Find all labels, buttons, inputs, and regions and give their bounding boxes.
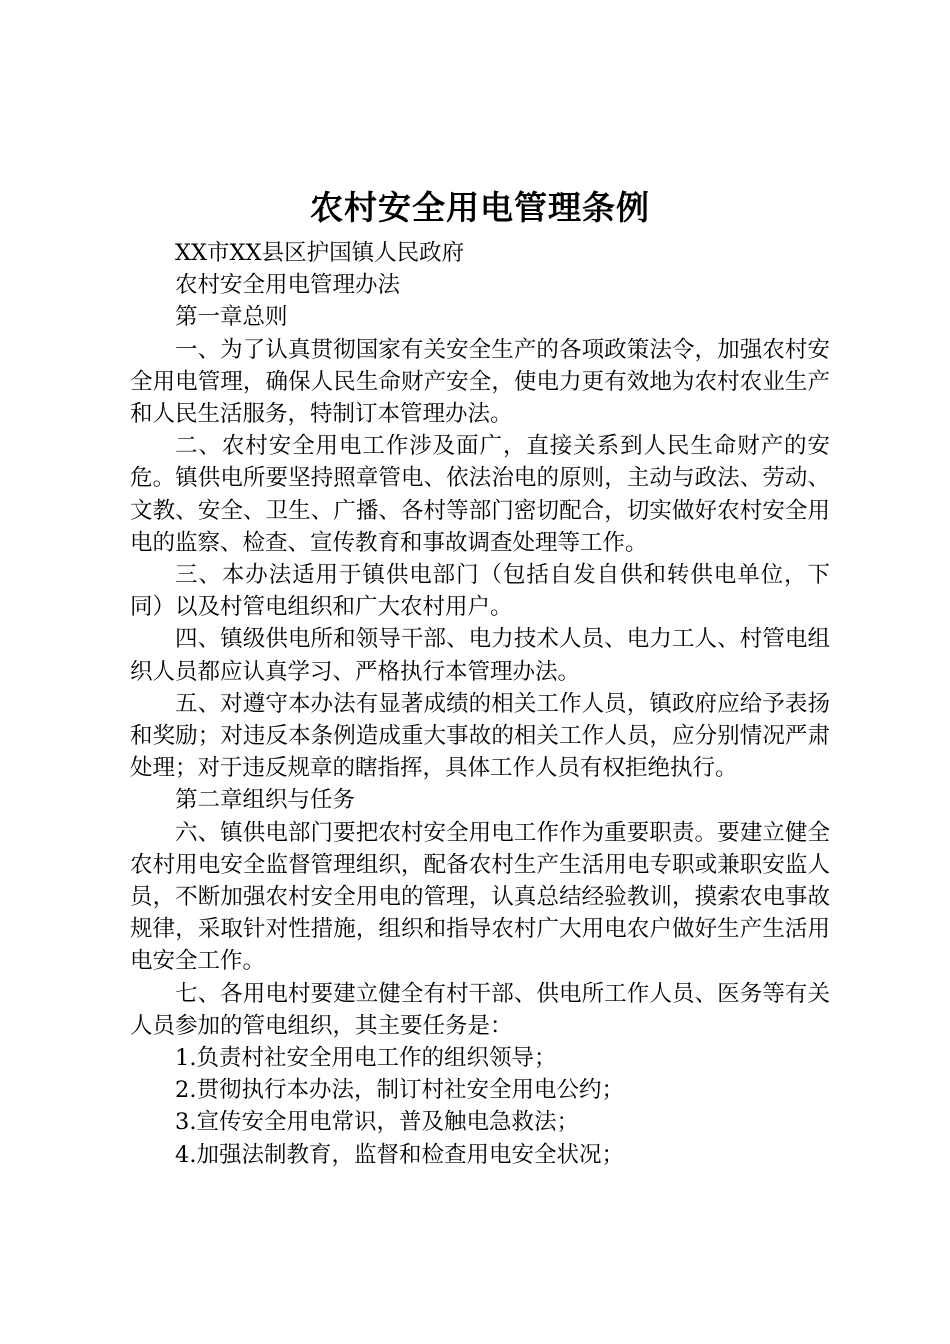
article-paragraph: 五、对遵守本办法有显著成绩的相关工作人员，镇政府应给予表扬和奖励；对违反本条例造成重大事故的相关工作人员，应分别情况严肃处理；对于违反规章的瞎指挥，具体工作人员有权拒绝执行。: [130, 690, 830, 782]
document-subtitle: 农村安全用电管理办法: [175, 272, 401, 299]
article-paragraph: 二、农村安全用电工作涉及面广，直接关系到人民生命财产的安危。镇供电所要坚持照章管电、依法治电的原则，主动与政法、劳动、文教、安全、卫生、广播、各村等部门密切配合，切实做好农村安全用电的监察、检查、宣传教育和事故调查处理等工作。: [130, 433, 830, 556]
list-item: 1.负责村社安全用电工作的组织领导；: [175, 1045, 557, 1072]
chapter-heading: 第一章总则: [175, 304, 288, 331]
article-paragraph: 四、镇级供电所和领导干部、电力技术人员、电力工人、村管电组织人员都应认真学习、严格执行本管理办法。: [130, 626, 830, 685]
article-paragraph: 一、为了认真贯彻国家有关安全生产的各项政策法令，加强农村安全用电管理，确保人民生命财产安全，使电力更有效地为农村农业生产和人民生活服务，特制订本管理办法。: [130, 336, 830, 428]
list-item: 2.贯彻执行本办法，制订村社安全用电公约；: [175, 1077, 624, 1104]
list-item: 3.宣传安全用电常识，普及触电急救法；: [175, 1109, 579, 1136]
article-paragraph: 七、各用电村要建立健全有村干部、供电所工作人员、医务等有关人员参加的管电组织，其主要任务是：: [130, 980, 830, 1039]
chapter-heading: 第二章组织与任务: [175, 787, 356, 814]
document-issuer: XX市XX县区护国镇人民政府: [175, 240, 465, 266]
article-paragraph: 六、镇供电部门要把农村安全用电工作作为重要职责。要建立健全农村用电安全监督管理组织，配备农村生产生活用电专职或兼职安监人员，不断加强农村安全用电的管理，认真总结经验教训，摸索农电事故规律，采取针对性措施，组织和指导农村广大用电农户做好生产生活用电安全工作。: [130, 819, 830, 975]
article-paragraph: 三、本办法适用于镇供电部门（包括自发自供和转供电单位，下同）以及村管电组织和广大农村用户。: [130, 562, 830, 621]
list-item: 4.加强法制教育，监督和检查用电安全状况；: [175, 1141, 624, 1168]
document-page: [130, 183, 830, 1171]
document-title: 农村安全用电管理条例: [310, 188, 650, 227]
